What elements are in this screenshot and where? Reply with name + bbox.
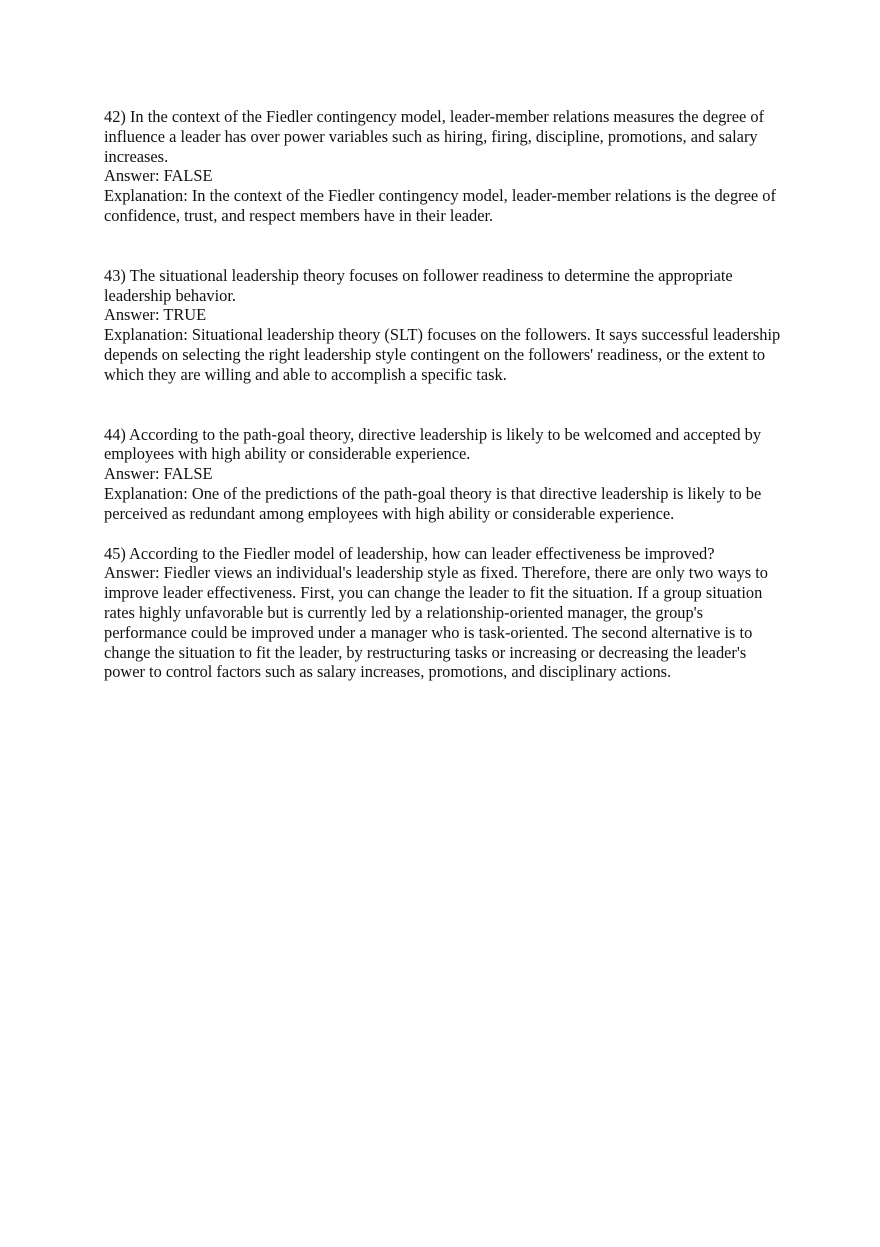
question-explanation: Explanation: Situational leadership theory (SLT) focuses on the followers. It says successful leadership depends on selecting the right leadership style contingent on the followers' readiness, or the extent to which they are willing and able to accomplish a specific task. [104, 325, 781, 384]
question-answer: Answer: TRUE [104, 305, 207, 325]
question-prompt: 43) The situational leadership theory focuses on follower readiness to determine the appropriate leadership behavior. [104, 265, 733, 305]
question-list [104, 107, 784, 682]
question-prompt: 44) According to the path-goal theory, directive leadership is likely to be welcomed and accepted by employees with high ability or considerable experience. [104, 424, 762, 464]
question-explanation: Explanation: One of the predictions of the path-goal theory is that directive leadership is likely to be perceived as redundant among employees with high ability or considerable experience. [104, 483, 762, 523]
question-43 [104, 266, 784, 385]
question-44 [104, 425, 784, 524]
question-answer: Answer: Fiedler views an individual's leadership style as fixed. Therefore, there are only two ways to improve leader effectiveness. First, you can change the leader to fit the situation. If a group situation rates highly unfavorable but is currently led by a relationship-oriented manager, the group's performance could be improved under a manager who is task-oriented. The second alternative is to change the situation to fit the leader, by restructuring tasks or increasing or decreasing the leader's power to control factors such as salary increases, promotions, and disciplinary actions. [104, 563, 769, 682]
question-prompt: 45) According to the Fiedler model of leadership, how can leader effectiveness be improved? [104, 543, 715, 563]
question-45 [104, 544, 784, 683]
question-answer: Answer: FALSE [104, 166, 213, 186]
question-prompt: 42) In the context of the Fiedler contingency model, leader-member relations measures the degree of influence a leader has over power variables such as hiring, firing, discipline, promotions, and salary increases. [104, 107, 765, 166]
question-explanation: Explanation: In the context of the Fiedler contingency model, leader-member relations is the degree of confidence, trust, and respect members have in their leader. [104, 186, 776, 225]
question-42 [104, 107, 784, 226]
question-answer: Answer: FALSE [104, 464, 213, 484]
